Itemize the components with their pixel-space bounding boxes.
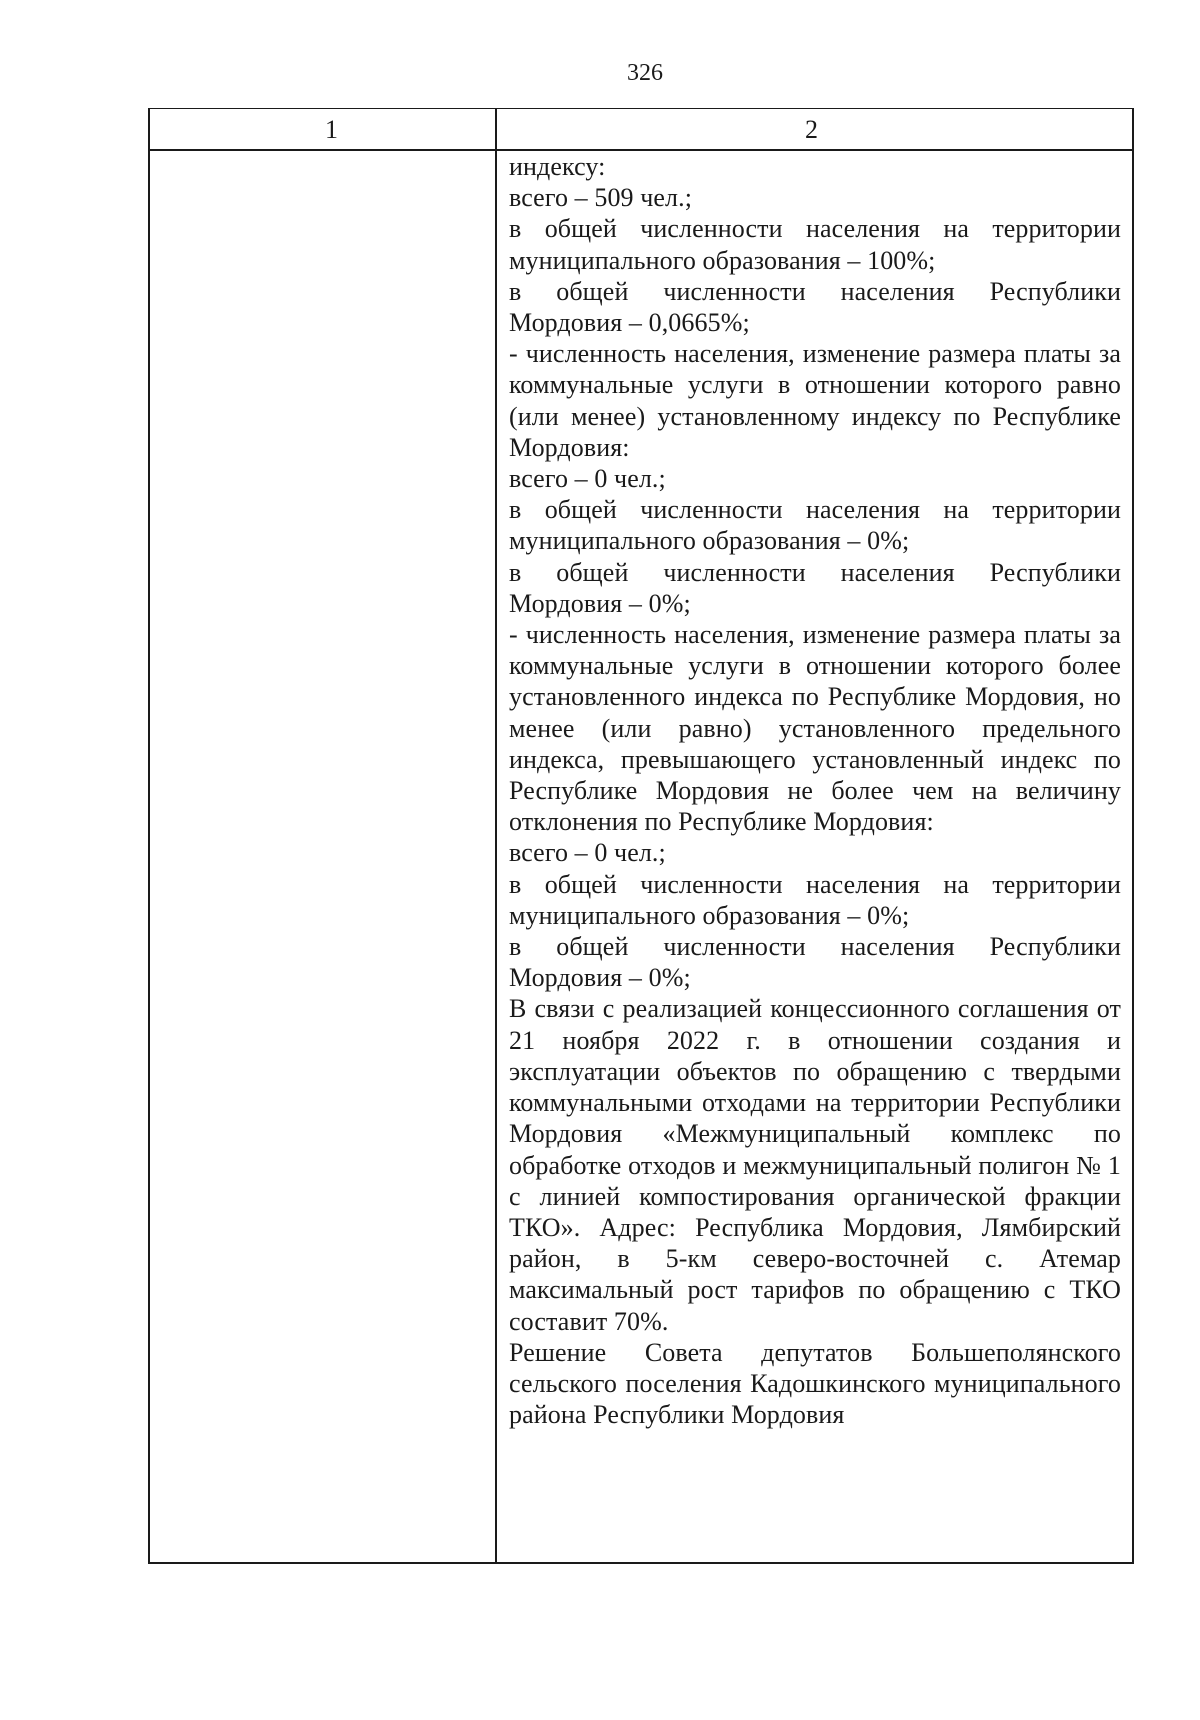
paragraph: всего – 0 чел.;: [509, 464, 666, 494]
paragraph: всего – 509 чел.;: [509, 183, 693, 213]
paragraph: в общей численности населения Республики Мордовия – 0,0665%;: [509, 276, 1121, 338]
paragraph: в общей численности населения Республики Мордовия – 0%;: [509, 557, 1121, 618]
paragraph: Решение Совета депутатов Большеполянского сельского поселения Кадошкинского муниципального района Республики Мордовия: [509, 1337, 1121, 1430]
paragraph: в общей численности населения на территории муниципального образования – 100%;: [509, 214, 1121, 275]
paragraph: - численность населения, изменение размера платы за коммунальные услуги в отношении которого более установленного индекса по Республике Мордовия, но менее (или равно) установленного предельного индекса, превышающего установленный индекс по Республике Мордовия не более чем на величину отклонения по Республике Мордовия:: [509, 620, 1121, 837]
paragraph: в общей численности населения Республики Мордовия – 0%;: [509, 932, 1121, 993]
paragraph: индексу:: [509, 152, 606, 181]
paragraph: - численность населения, изменение размера платы за коммунальные услуги в отношении которого равно (или менее) установленному индексу по Республике Мордовия:: [509, 339, 1121, 462]
header-cell-2: 2: [805, 115, 818, 144]
paragraph: в общей численности населения на территории муниципального образования – 0%;: [509, 869, 1121, 930]
header-cell-1: 1: [325, 115, 338, 144]
column-2-text: [509, 151, 1121, 1430]
document-table: [148, 108, 1134, 1564]
page-number: 326: [627, 60, 663, 86]
table-header-row: [150, 109, 1132, 151]
paragraph: В связи с реализацией концессионного соглашения от 21 ноября 2022 г. в отношении создания и эксплуатации объектов по обращению с твердыми коммунальными отходами на территории Республики Мордовия «Межмуниципальный комплекс по обработке отходов и межмуниципальный полигон № 1 с линией компостирования органической фракции ТКО». Адрес: Республика Мордовия, Лямбирский район, в 5-км северо-восточней с. Атемар максимальный рост тарифов по обращению с ТКО составит 70%.: [509, 994, 1121, 1336]
paragraph: всего – 0 чел.;: [509, 838, 666, 868]
column-divider: [495, 109, 497, 1562]
paragraph: в общей численности населения на территории муниципального образования – 0%;: [509, 495, 1121, 556]
